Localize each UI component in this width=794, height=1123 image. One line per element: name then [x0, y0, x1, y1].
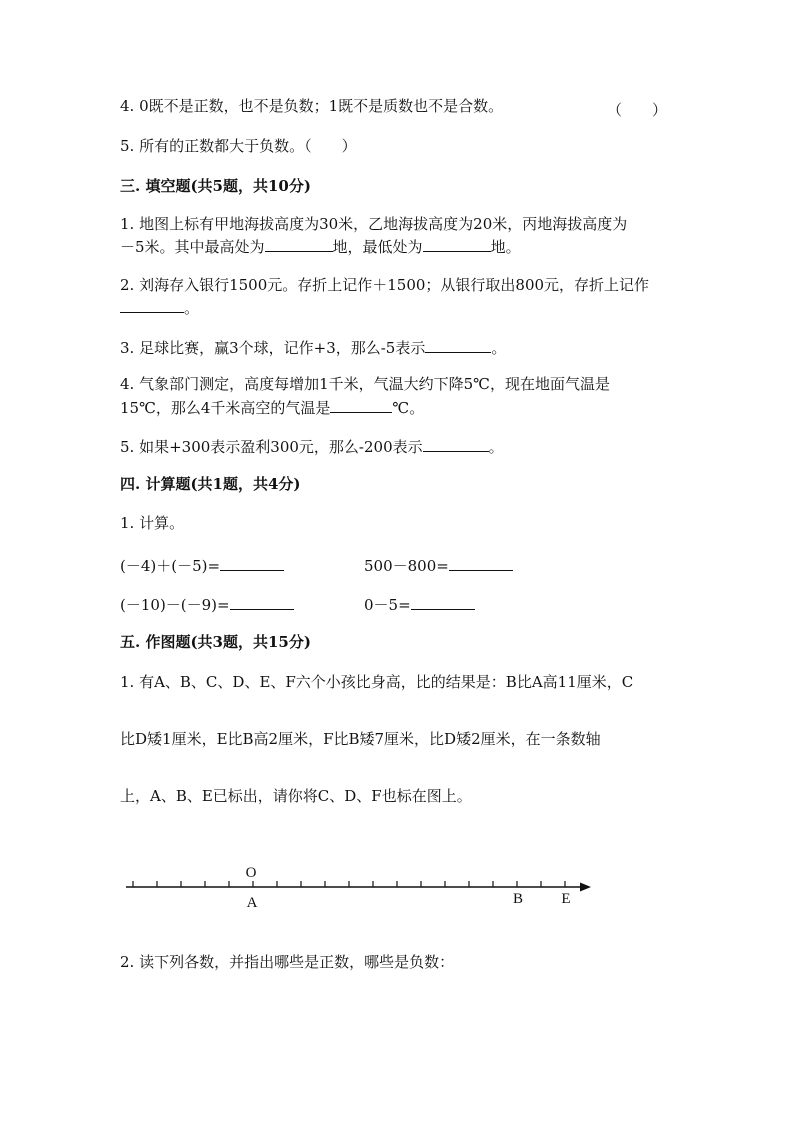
fill-q3-text-end: 。 — [491, 339, 507, 357]
fill-q3-text: 3. 足球比赛，赢3个球，记作+3，那么-5表示 — [120, 339, 426, 357]
calc-e2-text: 500－800= — [364, 557, 449, 575]
fill-question-3 — [120, 339, 506, 356]
number-line-arrow — [580, 883, 591, 892]
fill-q3-blank[interactable] — [425, 339, 491, 353]
fill-question-2-line2 — [120, 299, 199, 316]
draw-question-1-line2: 比D矮1厘米，E比B高2厘米，F比B矮7厘米，比D矮2厘米，在一条数轴 — [120, 730, 601, 748]
calc-e3-blank[interactable] — [230, 596, 294, 610]
fill-q5-blank[interactable] — [423, 438, 489, 452]
fill-q1-text-b: 地，最低处为 — [332, 238, 423, 256]
judge-q4-answer-parens[interactable]: （ ） — [607, 101, 668, 119]
fill-q1-text-a: －5米。其中最高处为 — [120, 238, 265, 256]
fill-q5-text-end: 。 — [488, 438, 504, 456]
calc-e4-blank[interactable] — [411, 596, 475, 610]
fill-q5-text: 5. 如果+300表示盈利300元，那么-200表示 — [120, 438, 423, 456]
fill-q4-blank[interactable] — [330, 399, 392, 413]
fill-question-2-line1: 2. 刘海存入银行1500元。存折上记作＋1500；从银行取出800元，存折上记作 — [120, 276, 650, 294]
draw-question-2: 2. 读下列各数，并指出哪些是正数，哪些是负数： — [120, 953, 455, 971]
number-line-ticks — [133, 881, 565, 887]
calc-e1-blank[interactable] — [220, 557, 284, 571]
calc-e4-text: 0－5= — [364, 596, 411, 614]
fill-question-5 — [120, 438, 504, 455]
fill-q1-blank-lowest[interactable] — [423, 238, 491, 252]
calc-expression-2 — [364, 557, 513, 574]
calc-e3-text: (－10)－(－9)= — [120, 596, 230, 614]
origin-label: O — [245, 865, 257, 881]
draw-section-heading: 五. 作图题(共3题，共15分) — [120, 633, 311, 651]
fill-section-heading: 三. 填空题(共5题，共10分) — [120, 177, 311, 195]
calc-e1-text: (－4)＋(－5)= — [120, 557, 221, 575]
fill-q1-blank-highest[interactable] — [265, 238, 333, 252]
fill-question-1-line1: 1. 地图上标有甲地海拔高度为30米，乙地海拔高度为20米，丙地海拔高度为 — [120, 215, 628, 233]
calc-expression-1 — [120, 557, 284, 574]
fill-question-4-line1: 4. 气象部门测定，高度每增加1千米，气温大约下降5℃，现在地面气温是 — [120, 375, 610, 393]
point-b-label: B — [512, 891, 524, 907]
fill-q2-blank[interactable] — [120, 299, 184, 313]
fill-q4-text-end: ℃。 — [392, 399, 425, 417]
draw-question-1-line1: 1. 有A、B、C、D、E、F六个小孩比身高，比的结果是：B比A高11厘米，C — [120, 673, 634, 691]
fill-q1-text-c: 地。 — [490, 238, 521, 256]
fill-question-1-line2 — [120, 238, 521, 255]
calc-question-1: 1. 计算。 — [120, 514, 185, 532]
judge-question-4: 4. 0既不是正数，也不是负数；1既不是质数也不是合数。 — [120, 97, 504, 115]
point-a-label: A — [246, 895, 258, 911]
calc-section-heading: 四. 计算题(共1题，共4分) — [120, 475, 301, 493]
draw-question-1-line3: 上，A、B、E已标出，请你将C、D、F也标在图上。 — [120, 787, 472, 805]
calc-expression-3 — [120, 596, 294, 613]
calc-e2-blank[interactable] — [449, 557, 513, 571]
point-e-label: E — [561, 891, 571, 907]
fill-question-4-line2 — [120, 399, 424, 416]
fill-q4-text: 15℃，那么4千米高空的气温是 — [120, 399, 331, 417]
number-line[interactable] — [0, 855, 794, 915]
calc-expression-4 — [364, 596, 475, 613]
fill-q2-text-end: 。 — [184, 299, 200, 317]
judge-question-5: 5. 所有的正数都大于负数。（ ） — [120, 137, 357, 155]
